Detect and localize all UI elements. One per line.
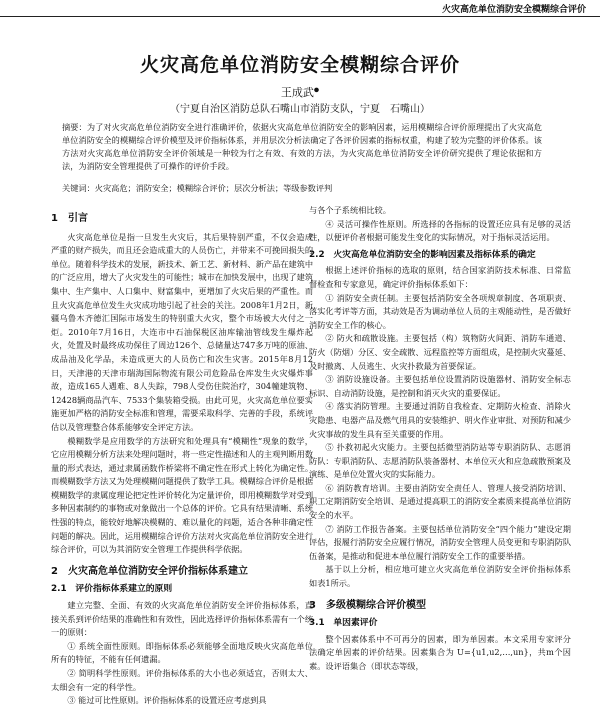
section-heading: 1 引言	[51, 213, 88, 224]
paragraph: 基于以上分析，相应地可建立火灾高危单位消防安全评价指标体系如表1所示。	[309, 564, 571, 589]
section-heading: 2 火灾高危单位消防安全评价指标体系建立	[51, 565, 248, 577]
section-heading: 3 多级模糊综合评价模型	[309, 599, 426, 611]
paragraph: ② 简明科学性原则。评价指标体系的大小也必须适宜，否则太大、太细会有一定的科学性。	[51, 668, 313, 692]
keywords: 关键词：火灾高危；消防安全；模糊综合评价；层次分析法；等级参数评判	[62, 183, 333, 193]
paragraph: ① 消防安全责任制。主要包括消防安全各项规章制度、各项职责、落实化考评等方面，其动效是否为调动单位人员的主观能动性，是否做好消防安全工作的核心。	[309, 292, 572, 330]
paragraph: 整个因素体系中不可再分的因素，即为单因素。本文采用专家评分法确定单因素的评价结果。因素集合为 U={u1,u2,…,un}，共m个因素。设评语集合（即状态等级，	[309, 633, 571, 671]
subsection-heading: 2.2 火灾高危单位消防安全的影响因素及指标体系的确定	[309, 249, 536, 260]
paragraph: ③ 消防设施设备。主要包括单位设置消防设施器材、消防安全标志标识、自动消防设施，是控制和消灭火灾的重要保证。	[309, 374, 571, 398]
left-column	[51, 204, 313, 708]
running-header-text: 火灾高危单位消防安全模糊综合评价	[441, 5, 586, 15]
paper-title: 火灾高危单位消防安全模糊综合评价	[139, 54, 460, 76]
paragraph: 建立完整、全面、有效的火灾高危单位消防安全评价指标体系，直接关系到评价结果的准确性和有效性，因此选择评价指标体系需有一个统一的原则：	[51, 600, 314, 638]
paragraph: 与各个子系统相比较。	[309, 205, 391, 215]
paragraph: ③ 能过可比性原则。评价指标体系的设置还应考虑到具	[67, 695, 267, 706]
paragraph: 模糊数学是应用数学的方法研究和处理具有“模糊性”现象的数学，它应用模糊分析方法来处理问题时，将一些定性描述和人的主观判断用数量的形式表达，通过隶属函数作桥梁将不确定性在形式上转化为确定性。而模糊数学方法又为处理模糊问题提供了数学工具。模糊综合评价是根据模糊数学的隶属度理论把定性评价转化为定量评价，即用模糊数学对受到多种因素制约的事物或对象做出一个总体的评价。它具有结果清晰、系统性强的特点，能较好地解决模糊的、难以量化的问题，适合各种非确定性问题的解决。因此，运用模糊综合评价方法对火灾高危单位消防安全进行综合评价，可以为其消防安全管理工作提供科学依据。	[51, 435, 314, 555]
right-column	[309, 204, 571, 674]
subsection-heading: 2.1 评价指标体系建立的原则	[51, 584, 173, 595]
paragraph: ④ 灵活可操作性原则。所选择的各指标的设置还应具有足够的灵活性，以便评价者根据可能发生变化的实际情况，对于指标灵活运用。	[309, 218, 571, 243]
paragraph: ① 系统全面性原则。即指标体系必须能够全面地反映火灾高危单位所有的特征，不能有任何遗漏。	[51, 640, 313, 665]
paragraph: 火灾高危单位是指一旦发生火灾后，其后果特别严重，不仅会造成严重的财产损失，而且还会造成重大的人员伤亡，并带来不可挽回损失的单位。随着科学技术的发展，新技术、新工艺、新材料、新产品在建筑中的广泛应用，增大了火灾发生的可能性；城市在加快发展中，出现了建筑集中、生产集中、人口集中、财富集中，更增加了火灾后果的严重性。而且火灾高危单位发生火灾成功地引起了社会的关注。2008年1月2日，新疆乌鲁木齐德汇国际市场发生的特别重大火灾，整个市场被大火付之一炬。2010年7月16日，大连市中石油保税区油库输油管线发生爆炸起火，处置及时最终成功保住了周边126个、总储量达747多万吨的原油、成品油及化学品，未造成更大的人员伤亡和次生灾害。2015年8月12日，天津港的天津市瑞海国际物流有限公司危险品仓库发生火灾爆炸事故，造成165人遇难、8人失踪，798人受伤住院治疗，304幢建筑物、12428辆商品汽车、7533个集装箱受损。由此可见，火灾高危单位要实施更加严格的消防安全标准和管理，需要采取科学、完善的手段，系统评估以及管理整合体系能够安全评定方法。	[51, 231, 314, 432]
subsection-heading: 3.1 单因素评价	[309, 618, 378, 629]
author: 王成武●	[280, 86, 320, 99]
abstract: 摘要：为了对火灾高危单位消防安全进行准确评价，依据火灾高危单位消防安全的影响因素，运用模糊综合评价原理提出了火灾高危单位消防安全的模糊综合评价模型及评价指标体系，并用层次分析法确定了各评价因素的指标权重，构建了较为完整的评价体系。该方法对火灾高危单位消防安全评价领域是一种较为行之有效、有效的方法，为火灾高危单位消防安全评价研究提供了理论依据和方法，为消防安全管理提供了可操作的评价手段。	[62, 122, 542, 171]
paragraph: ⑤ 扑救初起火灾能力。主要包括微型消防站等专职消防队、志愿消防队：专职消防队、志愿消防队装备器材、本单位灭火和应急疏散预案及演练、是单位处置火灾的实际能力。	[309, 442, 572, 480]
paragraph: ⑦ 消防工作报告备案。主要包括单位消防安全“四个能力”建设定期评估，报履行消防安全应履行情况，消防安全管理人员变更和专职消防队伍备案，是推动和促进本单位履行消防安全工作的重要举措。	[309, 523, 572, 561]
paragraph: ⑥ 消防教育培训。主要由消防安全责任人、管理人接受消防培训、职工定期消防安全培训、是通过提高职工的消防安全素质来提高单位消防安全的水平。	[309, 482, 572, 521]
paragraph: ④ 落实消防管理。主要通过消防自我检查、定期防火检查、消除火灾隐患、电器产品及燃气用具的安装维护、明火作业审批、对预防和减少火灾事故的发生具有至关重要的作用。	[309, 401, 572, 439]
running-header	[0, 0, 600, 17]
paragraph: 根据上述评价指标的选取的原则，结合国家消防技术标准、日常监督检查和专家意见，确定评价指标体系如下：	[309, 265, 571, 289]
affiliation: （宁夏自治区消防总队石嘴山市消防支队，宁夏 石嘴山）	[170, 104, 430, 115]
paragraph: ② 防火和疏散设施。主要包括（构）筑物防火间距、消防车通道、防火（防烟）分区、安全疏散、远程监控等方面组成，是控制火灾蔓延、及时撤离、人员逃生、火灾扑救最为首要保证。	[309, 333, 572, 371]
